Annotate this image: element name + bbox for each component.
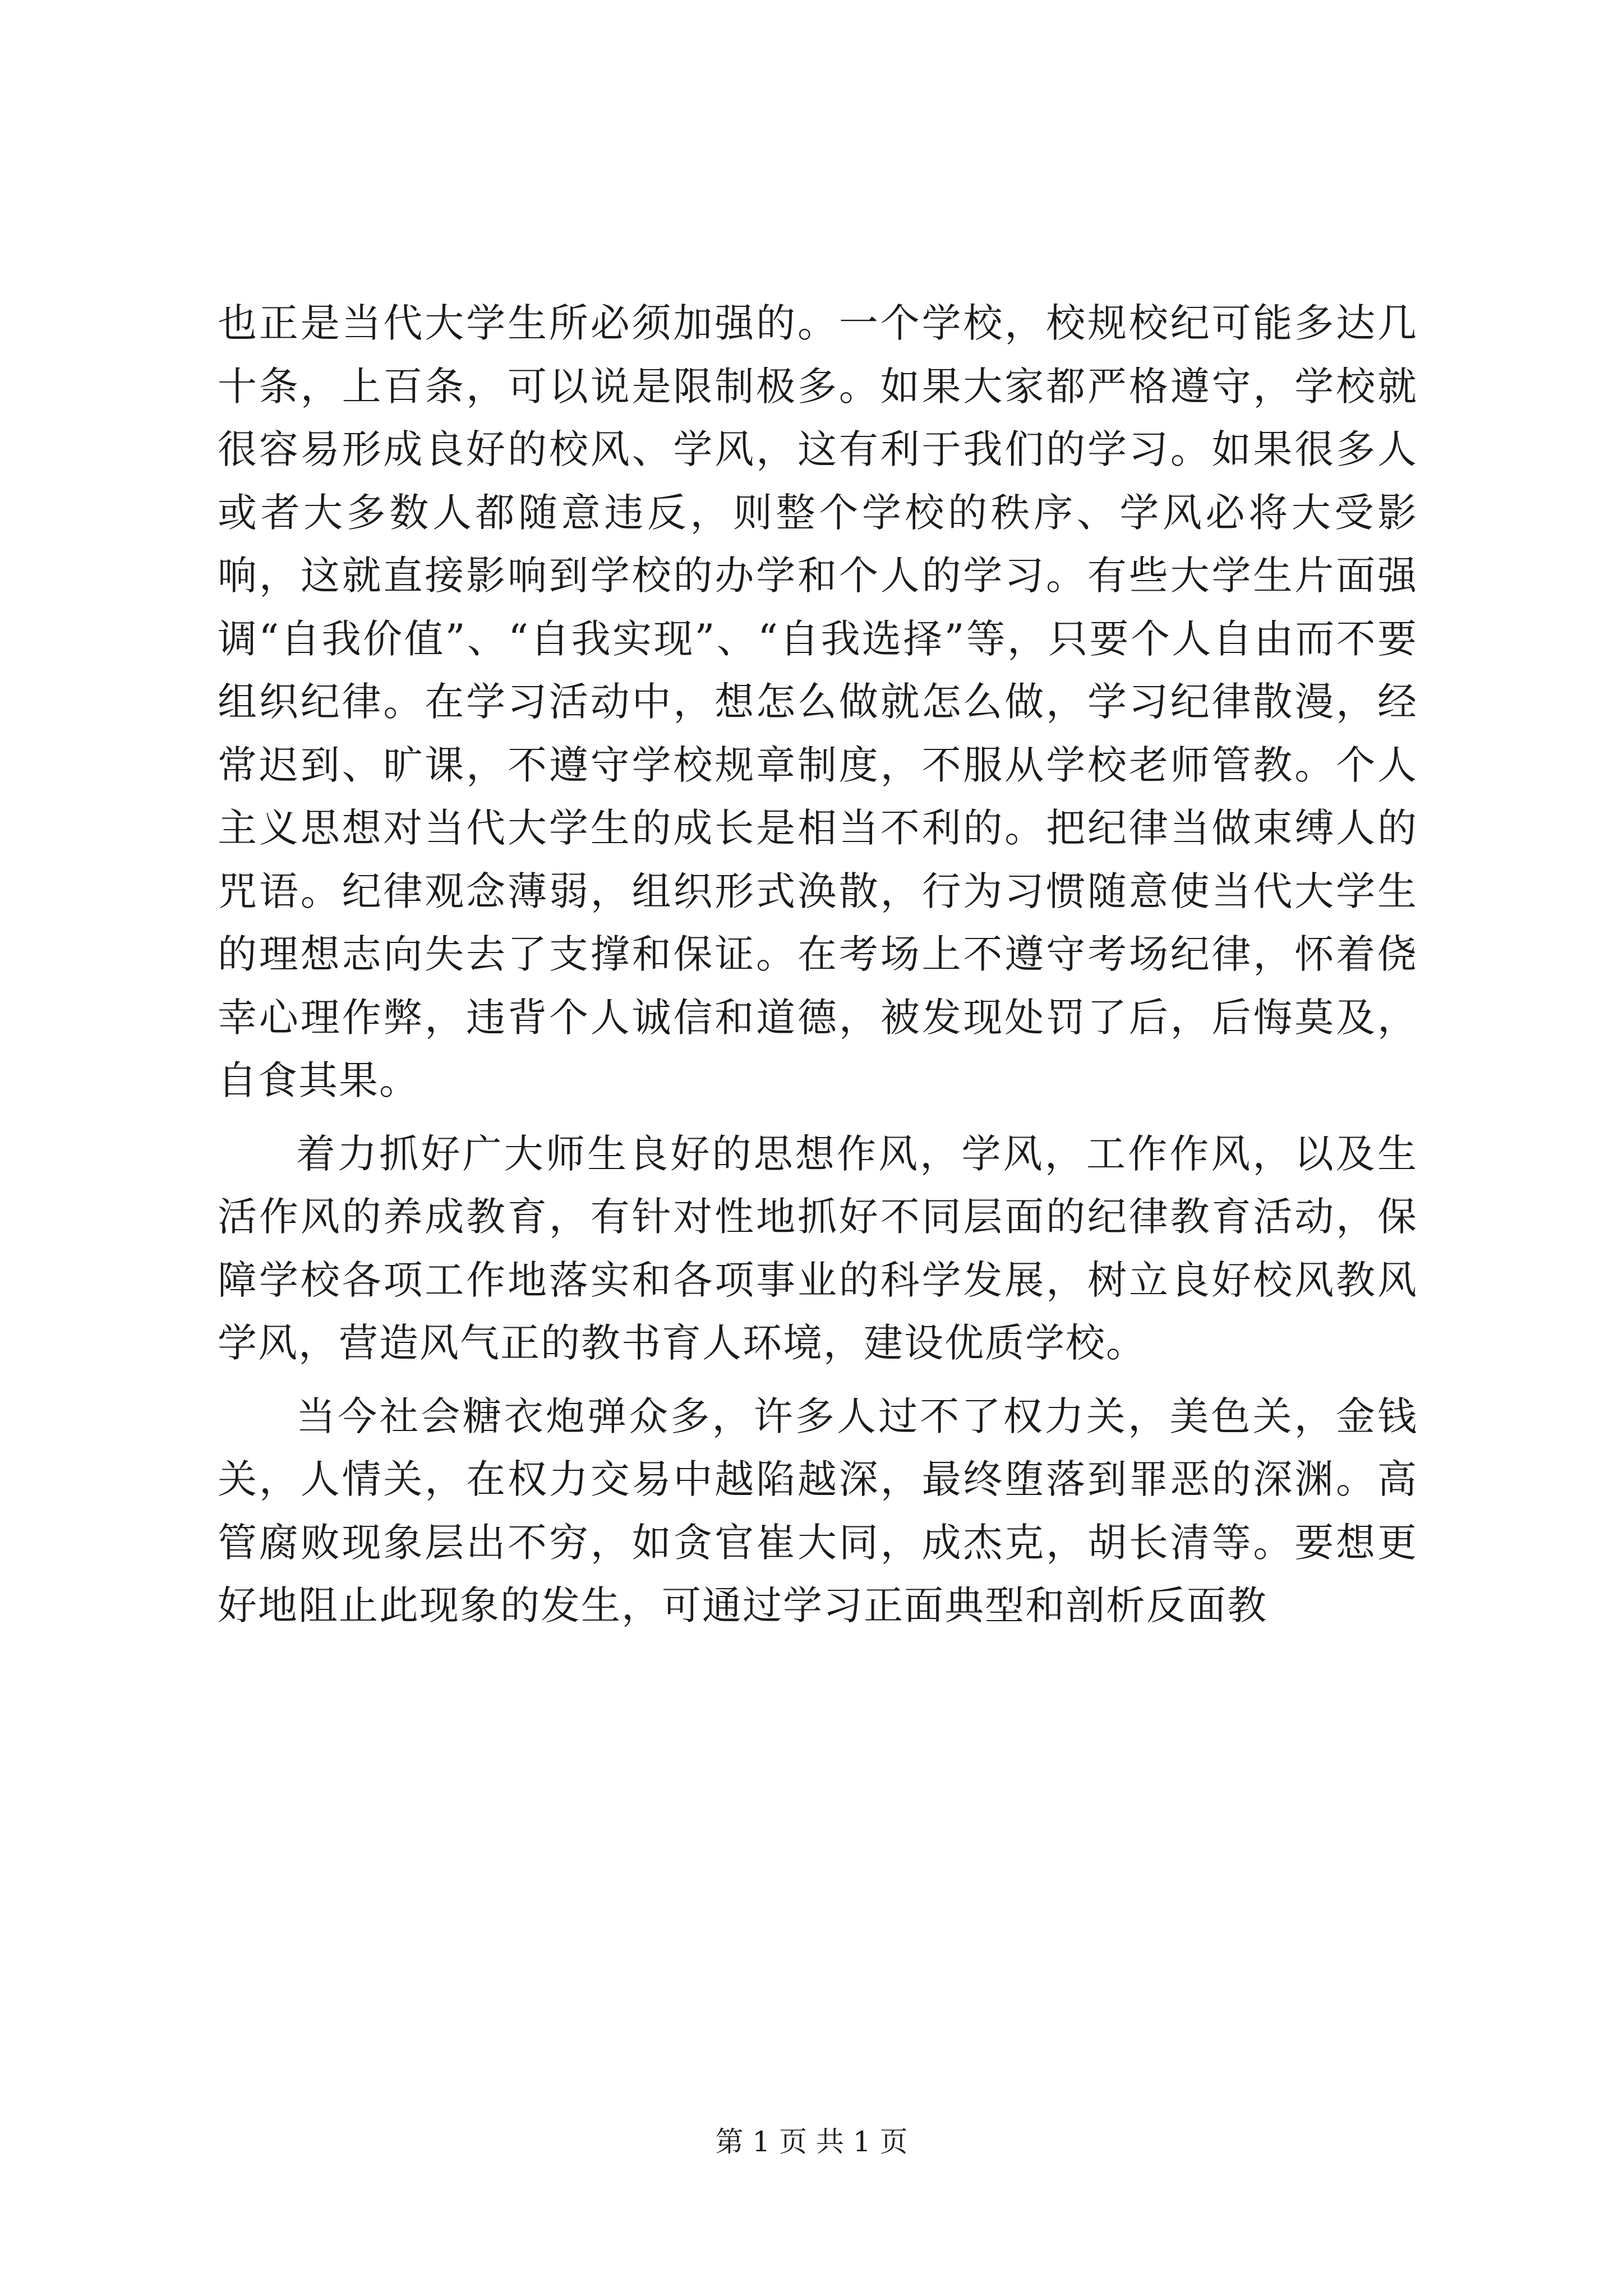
page-footer: 第 1 页 共 1 页 bbox=[715, 2125, 908, 2158]
document-body bbox=[218, 292, 1418, 1637]
paragraph-discipline-education: 着力抓好广大师生良好的思想作风，学风，工作作风，以及生活作风的养成教育，有针对性地抓好不同层面的纪律教育活动，保障学校各项工作地落实和各项事业的科学发展，树立良好校风教风学风，营造风气正的教书育人环境，建设优质学校。 bbox=[218, 1130, 1418, 1366]
paragraph-continuation: 也正是当代大学生所必须加强的。一个学校，校规校纪可能多达几十条，上百条，可以说是限制极多。如果大家都严格遵守，学校就很容易形成良好的校风、学风，这有利于我们的学习。如果很多人或者大多数人都随意违反，则整个学校的秩序、学风必将大受影响，这就直接影响到学校的办学和个人的学习。有些大学生片面强调“自我价值”、“自我实现”、“自我选择”等，只要个人自由而不要组织纪律。在学习活动中，想怎么做就怎么做，学习纪律散漫，经常迟到、旷课，不遵守学校规章制度，不服从学校老师管教。个人主义思想对当代大学生的成长是相当不利的。把纪律当做束缚人的咒语。纪律观念薄弱，组织形式涣散，行为习惯随意使当代大学生的理想志向失去了支撑和保证。在考场上不遵守考场纪律，怀着侥幸心理作弊，违背个人诚信和道德，被发现处罚了后，后悔莫及，自食其果。 bbox=[218, 300, 1418, 1103]
paragraph-corruption-warning: 当今社会糖衣炮弹众多，许多人过不了权力关，美色关，金钱关，人情关，在权力交易中越陷越深，最终堕落到罪恶的深渊。高管腐败现象层出不穷，如贪官崔大同，成杰克，胡长清等。要想更好地阻止此现象的发生，可通过学习正面典型和剖析反面教 bbox=[218, 1393, 1418, 1628]
